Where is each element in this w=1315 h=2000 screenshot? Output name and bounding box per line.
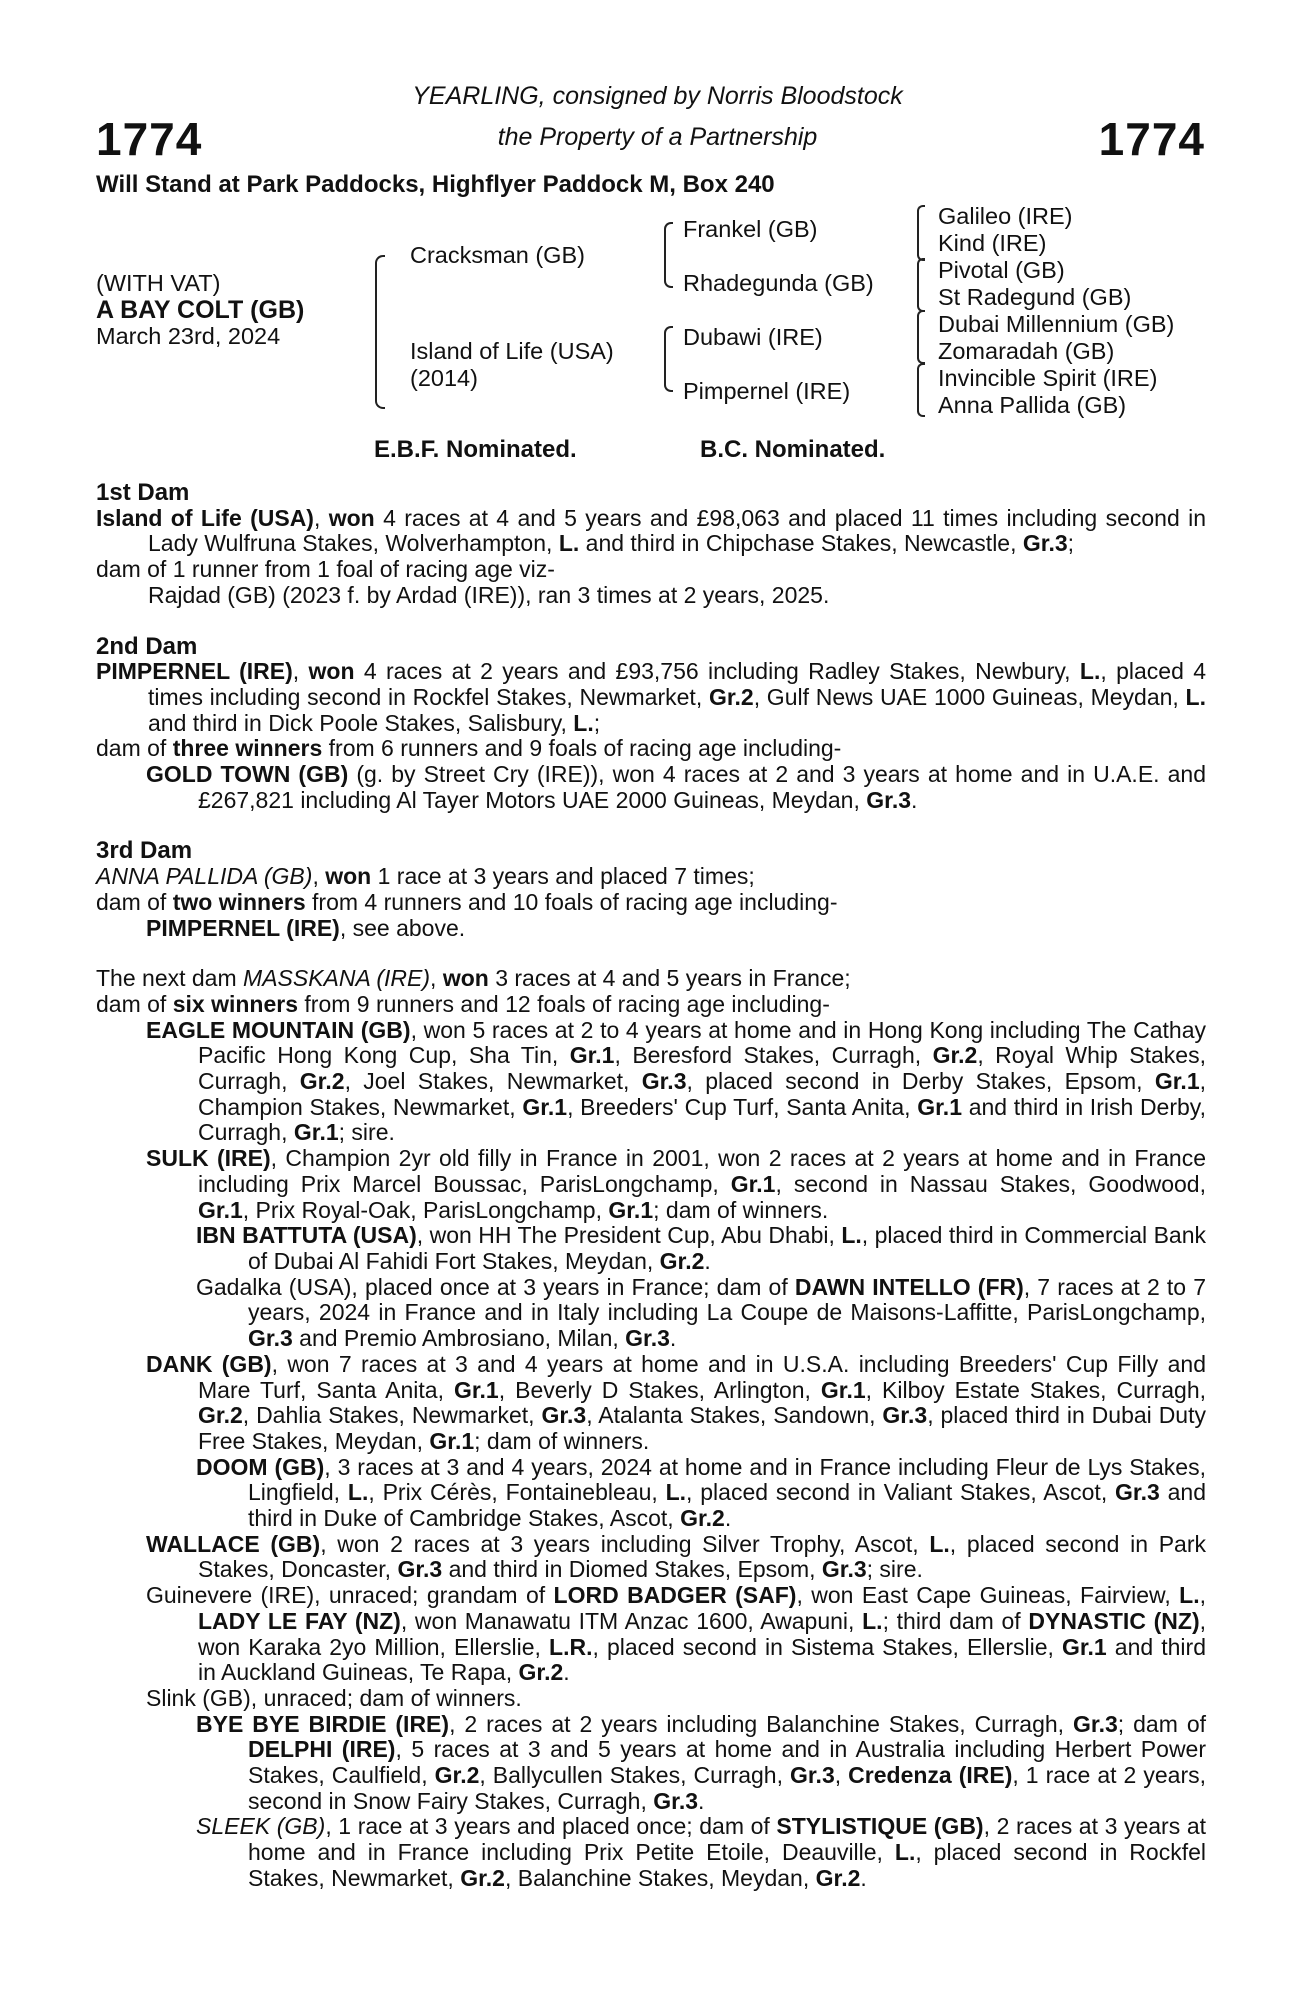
text-run: , 1 race at 2 years, second in Snow Fairy Stakes, Curragh, <box>248 1762 1207 1814</box>
text-run: , placed second in Rockfel Stakes, Newmarket, <box>248 1839 1206 1891</box>
dam: Island of Life (USA) <box>410 338 614 364</box>
ped-dss: Dubai Millennium (GB) <box>938 311 1175 337</box>
ped-dsd: Zomaradah (GB) <box>938 338 1115 364</box>
text-run: and third in Duke of Cambridge Stakes, Ascot, <box>248 1479 1206 1532</box>
sire-sire: Frankel (GB) <box>683 216 818 242</box>
text-run: , won Manawatu ITM Anzac 1600, Awapuni, <box>400 1607 863 1634</box>
text-run: . <box>911 786 918 813</box>
text-run: , Champion 2yr old filly in France in 2001, won 2 races at 2 years at home and in France including Prix Marcel Boussac, ParisLongchamp, <box>198 1145 1206 1197</box>
text-run: from 9 runners and 12 foals of racing age including- <box>298 990 830 1017</box>
text-run: , Breeders' Cup Turf, Santa Anita, <box>567 1093 918 1120</box>
pedigree-paragraph <box>96 583 1206 609</box>
dam-year: (2014) <box>410 365 478 391</box>
text-run: , <box>430 965 443 992</box>
text-run: ; <box>593 709 601 736</box>
text-run: Rajdad (GB) (2023 f. by Ardad (IRE)), ran 3 times at 2 years, 2025. <box>148 581 830 608</box>
brace-ss <box>917 205 925 261</box>
bold-text: Gr.2 <box>198 1402 243 1429</box>
text-run: . <box>669 1325 677 1352</box>
bold-text: DANK (GB) <box>146 1350 272 1377</box>
brace-sd <box>917 258 925 312</box>
pedigree-paragraph <box>96 890 1206 916</box>
text-run: , won 7 races at 3 and 4 years at home and in U.S.A. including Breeders' Cup Filly and Mare Turf, Santa Anita, <box>198 1350 1206 1403</box>
pedigree-paragraph <box>96 966 1206 992</box>
text-run: , Champion Stakes, Newmarket, <box>198 1068 1207 1120</box>
pedigree-paragraph <box>96 1275 1206 1352</box>
text-run: , Prix Cérès, Fontainebleau, <box>368 1479 666 1506</box>
pedigree-paragraph <box>96 1686 1206 1712</box>
text-run: dam of <box>96 990 173 1017</box>
text-run: Slink (GB), unraced; dam of winners. <box>146 1684 522 1711</box>
bold-text: PIMPERNEL (IRE) <box>96 658 293 685</box>
sire-dam: Rhadegunda (GB) <box>683 270 874 296</box>
bold-text: Gr.3 <box>882 1402 928 1429</box>
dam-sire: Dubawi (IRE) <box>683 324 823 350</box>
bold-text: Gr.3 <box>625 1325 670 1352</box>
bold-text: Gr.3 <box>397 1556 443 1583</box>
pedigree-paragraph <box>96 1583 1206 1686</box>
text-run: , 3 races at 3 and 4 years, 2024 at home and in France including Fleur de Lys Stakes, Lingfield, <box>248 1453 1206 1506</box>
bold-text: won <box>442 965 489 992</box>
text-run: , Atalanta Stakes, Sandown, <box>586 1402 883 1429</box>
brace-sire <box>664 222 673 288</box>
bold-text: Gr.1 <box>608 1196 654 1223</box>
text-run: and third in Irish Derby, Curragh, <box>198 1093 1206 1146</box>
text-run: . <box>724 1505 732 1532</box>
text-run: and Premio Ambrosiano, Milan, <box>292 1325 626 1352</box>
bold-text: L. <box>929 1530 950 1557</box>
text-run: , Ballycullen Stakes, Curragh, <box>479 1762 790 1789</box>
bold-text: GOLD TOWN (GB) <box>146 761 349 788</box>
bold-text: L. <box>894 1839 916 1866</box>
bold-text: PIMPERNEL (IRE) <box>146 914 340 941</box>
text-run: from 6 runners and 9 foals of racing age including- <box>322 735 842 762</box>
text-run: from 4 runners and 10 foals of racing age including- <box>305 888 838 915</box>
text-run: , placed second in Sistema Stakes, Ellerslie, <box>592 1633 1062 1660</box>
pedigree-paragraph <box>96 1146 1206 1223</box>
text-run: , placed second in Valiant Stakes, Ascot, <box>686 1479 1116 1506</box>
bold-text: DOOM (GB) <box>196 1453 325 1480</box>
text-run: , placed 4 times including second in Rockfel Stakes, Newmarket, <box>148 658 1206 710</box>
text-run: dam of <box>96 888 173 915</box>
text-run: . <box>860 1864 867 1891</box>
bold-text: Gr.3 <box>1115 1479 1160 1506</box>
text-run: , placed third in Commercial Bank of Dubai Al Fahidi Fort Stakes, Meydan, <box>248 1222 1206 1274</box>
bold-text: Gr.2 <box>434 1762 480 1789</box>
text-run: , won Karaka 2yo Million, Ellerslie, <box>198 1607 1206 1660</box>
bold-text: Gr.3 <box>866 786 912 813</box>
text-run: ; dam of winners. <box>474 1427 650 1454</box>
bold-text: DYNASTIC (NZ) <box>1028 1607 1200 1634</box>
bold-text: Credenza (IRE) <box>848 1762 1013 1789</box>
bold-text: Gr.2 <box>708 683 754 710</box>
pedigree-paragraph <box>96 992 1206 1018</box>
pedigree-paragraph <box>96 659 1206 736</box>
text-run: , placed second in Park Stakes, Doncaster, <box>198 1530 1206 1583</box>
text-run: , <box>292 658 309 685</box>
ped-dds: Invincible Spirit (IRE) <box>938 365 1158 391</box>
text-run: , <box>312 863 326 890</box>
text-run: , Royal Whip Stakes, Curragh, <box>198 1042 1206 1095</box>
bold-text: Gr.3 <box>1022 530 1068 557</box>
bold-text: Gr.3 <box>789 1762 835 1789</box>
text-run: 4 races at 4 and 5 years and £98,063 and placed 11 times including second in Lady Wulfruna Stakes, Wolverhampton, <box>148 504 1206 557</box>
bold-text: Gr.1 <box>569 1042 615 1069</box>
text-run: , 5 races at 3 and 5 years at home and in Australia including Herbert Power Stakes, Caulfield, <box>248 1736 1207 1789</box>
pedigree-paragraph <box>96 506 1206 557</box>
ped-ddd: Anna Pallida (GB) <box>938 392 1127 418</box>
text-run: , Gulf News UAE 1000 Guineas, Meydan, <box>753 683 1186 710</box>
bold-text: won <box>308 658 355 685</box>
italic-text: ANNA PALLIDA (GB) <box>96 863 313 890</box>
text-run: ; dam of winners. <box>653 1196 829 1223</box>
bold-text: Gr.2 <box>299 1068 345 1095</box>
bold-text: STYLISTIQUE (GB) <box>776 1813 984 1840</box>
brace-dd <box>917 363 925 417</box>
dam-dam: Pimpernel (IRE) <box>683 378 851 404</box>
pedigree-paragraph <box>96 1018 1206 1147</box>
text-run: (g. by Street Cry (IRE)), won 4 races at 2 and 3 years at home and in U.A.E. and £267,821 including Al Tayer Motors UAE 2000 Guineas, Meydan, <box>198 761 1206 813</box>
bc-nomination: B.C. Nominated. <box>700 436 886 463</box>
text-run: , Joel Stakes, Newmarket, <box>344 1068 642 1095</box>
text-run: , placed second in Derby Stakes, Epsom, <box>686 1068 1155 1095</box>
lot-number-right: 1774 <box>1098 113 1205 165</box>
text-run: , won 2 races at 3 years including Silver Trophy, Ascot, <box>320 1530 930 1557</box>
text-run: , <box>313 504 329 531</box>
property-line: the Property of a Partnership <box>497 123 818 151</box>
pedigree-paragraph <box>96 762 1206 813</box>
bold-text: DELPHI (IRE) <box>248 1736 396 1763</box>
text-run: . <box>563 1659 570 1686</box>
catalogue-body <box>96 480 1206 1892</box>
text-run: and third in Dick Poole Stakes, Salisbury, <box>148 709 574 736</box>
section-heading: 2nd Dam <box>96 632 198 660</box>
text-run: 1 race at 3 years and placed 7 times; <box>371 863 755 890</box>
bold-text: SULK (IRE) <box>146 1145 271 1172</box>
pedigree-paragraph <box>96 1814 1206 1891</box>
pedigree-paragraph <box>96 864 1206 890</box>
text-run: ; sire. <box>866 1556 923 1583</box>
pedigree-paragraph <box>96 1532 1206 1583</box>
sire: Cracksman (GB) <box>410 242 585 268</box>
text-run: , <box>834 1762 849 1789</box>
section-gap <box>96 609 1206 634</box>
text-run: The next dam <box>96 965 244 992</box>
ped-sdd: St Radegund (GB) <box>938 284 1132 310</box>
bold-text: three winners <box>172 735 323 762</box>
text-run: , second in Nassau Stakes, Goodwood, <box>775 1170 1206 1197</box>
bold-text: six winners <box>172 990 298 1017</box>
bold-text: L. <box>573 709 594 736</box>
consignor-line: YEARLING, consigned by Norris Bloodstock <box>412 82 903 110</box>
text-run: , 7 races at 2 to 7 years, 2024 in France and in Italy including La Coupe de Maisons-Laffitte, ParisLongchamp, <box>248 1273 1206 1326</box>
bold-text: Gr.1 <box>522 1093 568 1120</box>
bold-text: Gr.1 <box>917 1093 962 1120</box>
text-run: ; dam of <box>1117 1710 1206 1737</box>
bold-text: WALLACE (GB) <box>146 1530 321 1557</box>
bold-text: Gr.3 <box>1073 1710 1118 1737</box>
pedigree-paragraph <box>96 736 1206 762</box>
ped-sss: Galileo (IRE) <box>938 203 1073 229</box>
bold-text: Gr.1 <box>198 1196 243 1223</box>
bold-text: L. <box>1185 683 1206 710</box>
bold-text: EAGLE MOUNTAIN (GB) <box>146 1016 411 1043</box>
ped-ssd: Kind (IRE) <box>938 230 1047 256</box>
bold-text: Gr.3 <box>248 1325 293 1352</box>
bold-text: L. <box>862 1607 883 1634</box>
text-run: and third in Auckland Guineas, Te Rapa, <box>198 1633 1206 1686</box>
brace-dam <box>664 326 673 392</box>
text-run: , 2 races at 3 years at home and in France including Prix Petite Etoile, Deauville, <box>248 1813 1206 1866</box>
section-heading: 3rd Dam <box>96 837 193 865</box>
bold-text: Island of Life (USA) <box>96 504 314 531</box>
text-run: 3 races at 4 and 5 years in France; <box>488 965 851 992</box>
bold-text: BYE BYE BIRDIE (IRE) <box>196 1710 450 1737</box>
text-run: , won East Cape Guineas, Fairview, <box>796 1582 1180 1609</box>
pedigree-paragraph <box>96 557 1206 583</box>
horse-name: A BAY COLT (GB) <box>96 296 305 324</box>
text-run: , Beresford Stakes, Curragh, <box>614 1042 933 1069</box>
text-run: dam of 1 runner from 1 foal of racing age viz- <box>96 556 555 583</box>
text-run: , Beverly D Stakes, Arlington, <box>498 1376 821 1403</box>
bold-text: won <box>325 863 372 890</box>
bold-text: Gr.1 <box>820 1376 866 1403</box>
text-run: and third in Diomed Stakes, Epsom, <box>442 1556 822 1583</box>
text-run: , won 5 races at 2 to 4 years at home and in Hong Kong including The Cathay Pacific Hong Kong Cup, Sha Tin, <box>198 1016 1206 1069</box>
brace-main <box>375 255 385 409</box>
lot-number-left: 1774 <box>96 113 203 165</box>
text-run: , Balanchine Stakes, Meydan, <box>504 1864 816 1891</box>
bold-text: Gr.1 <box>1154 1068 1200 1095</box>
foaling-date: March 23rd, 2024 <box>96 323 281 349</box>
stand-location: Will Stand at Park Paddocks, Highflyer Paddock M, Box 240 <box>96 171 775 198</box>
section-gap <box>96 813 1206 838</box>
bold-text: Gr.2 <box>815 1864 861 1891</box>
bold-text: LORD BADGER (SAF) <box>553 1582 797 1609</box>
section-gap <box>96 941 1206 966</box>
brace-ds <box>917 310 925 364</box>
bold-text: L. <box>841 1222 862 1249</box>
bold-text: Gr.1 <box>453 1376 499 1403</box>
italic-text: SLEEK (GB) <box>196 1813 326 1840</box>
text-run: , see above. <box>339 914 466 941</box>
text-run: dam of <box>96 735 173 762</box>
bold-text: L. <box>558 530 580 557</box>
vat-note: (WITH VAT) <box>96 270 221 296</box>
bold-text: Gr.1 <box>1061 1633 1107 1660</box>
bold-text: Gr.2 <box>659 1247 705 1274</box>
bold-text: LADY LE FAY (NZ) <box>198 1607 401 1634</box>
text-run: , 2 races at 2 years including Balanchine Stakes, Curragh, <box>449 1710 1074 1737</box>
text-run: ; third dam of <box>882 1607 1029 1634</box>
text-run: , Dahlia Stakes, Newmarket, <box>242 1402 542 1429</box>
text-run: 4 races at 2 years and £93,756 including Radley Stakes, Newbury, <box>354 658 1080 685</box>
italic-text: MASSKANA (IRE) <box>243 965 431 992</box>
bold-text: Gr.3 <box>541 1402 587 1429</box>
text-run: Guinevere (IRE), unraced; grandam of <box>146 1582 554 1609</box>
bold-text: IBN BATTUTA (USA) <box>196 1222 417 1249</box>
ped-sds: Pivotal (GB) <box>938 257 1065 283</box>
bold-text: L. <box>1079 658 1101 685</box>
text-run: and third in Chipchase Stakes, Newcastle, <box>579 530 1023 557</box>
bold-text: Gr.2 <box>680 1505 725 1532</box>
text-run: , Prix Royal-Oak, ParisLongchamp, <box>242 1196 609 1223</box>
text-run: . <box>704 1247 711 1274</box>
text-run: , <box>1199 1582 1206 1609</box>
bold-text: Gr.2 <box>460 1864 505 1891</box>
text-run: , won HH The President Cup, Abu Dhabi, <box>416 1222 842 1249</box>
bold-text: Gr.3 <box>821 1556 867 1583</box>
text-run: ; <box>1067 530 1075 557</box>
ebf-nomination: E.B.F. Nominated. <box>374 436 577 463</box>
bold-text: Gr.3 <box>653 1787 699 1814</box>
bold-text: L.R. <box>549 1633 593 1660</box>
pedigree-paragraph <box>96 1712 1206 1815</box>
pedigree-paragraph <box>96 1455 1206 1532</box>
text-run: ; sire. <box>338 1119 395 1146</box>
bold-text: Gr.1 <box>429 1427 475 1454</box>
bold-text: L. <box>665 1479 687 1506</box>
bold-text: L. <box>347 1479 369 1506</box>
bold-text: Gr.1 <box>730 1170 776 1197</box>
text-run: . <box>698 1787 705 1814</box>
text-run: , 1 race at 3 years and placed once; dam of <box>325 1813 777 1840</box>
bold-text: DAWN INTELLO (FR) <box>794 1273 1024 1300</box>
bold-text: Gr.3 <box>641 1068 687 1095</box>
bold-text: L. <box>1179 1582 1200 1609</box>
bold-text: Gr.2 <box>932 1042 978 1069</box>
pedigree-paragraph <box>96 916 1206 942</box>
pedigree-paragraph <box>96 1352 1206 1455</box>
text-run: , Kilboy Estate Stakes, Curragh, <box>865 1376 1206 1403</box>
text-run: Gadalka (USA), placed once at 3 years in France; dam of <box>196 1273 795 1300</box>
bold-text: Gr.1 <box>293 1119 339 1146</box>
bold-text: Gr.2 <box>518 1659 564 1686</box>
bold-text: two winners <box>172 888 306 915</box>
section-heading: 1st Dam <box>96 479 190 506</box>
text-run: , placed third in Dubai Duty Free Stakes, Meydan, <box>198 1402 1206 1454</box>
pedigree-paragraph <box>96 1223 1206 1274</box>
bold-text: won <box>328 504 375 531</box>
